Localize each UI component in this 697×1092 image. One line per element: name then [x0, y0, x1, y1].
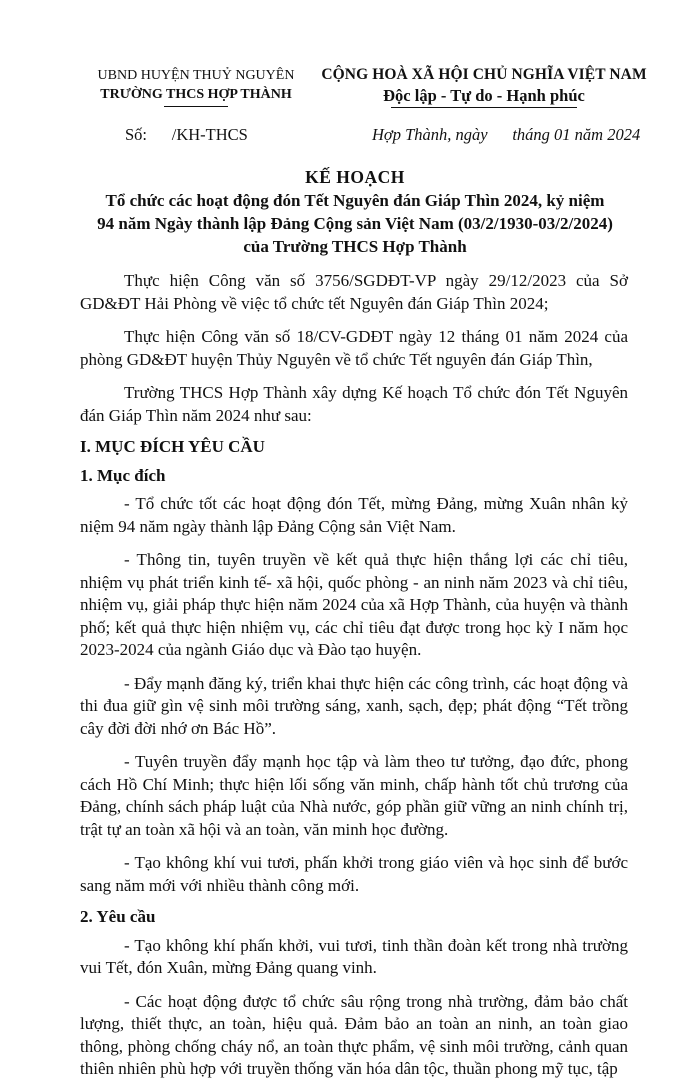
- nation-name: CỘNG HOÀ XÃ HỘI CHỦ NGHĨA VIỆT NAM: [321, 66, 647, 83]
- intro-paragraph-2: Thực hiện Công văn số 18/CV-GDĐT ngày 12 tháng 01 năm 2024 của phòng GD&ĐT huyện Thủy Nguyên về tổ chức Tết nguyên đán Giáp Thìn,: [80, 327, 628, 369]
- title-line-2: Tổ chức các hoạt động đón Tết Nguyên đán Giáp Thìn 2024, kỷ niệm: [105, 191, 605, 210]
- purpose-item-4: - Tuyên truyền đẩy mạnh học tập và làm theo tư tưởng, đạo đức, phong cách Hồ Chí Minh; thực hiện lối sống văn minh, chấp hành tốt chủ trương của Đảng, chính sách pháp luật của Nhà nước, góp phần giữ vững an ninh chính trị, trật tự an toàn xã hội và an toàn, văn minh học đường.: [80, 752, 628, 839]
- intro-paragraph-1: Thực hiện Công văn số 3756/SGDĐT-VP ngày 29/12/2023 của Sở GD&ĐT Hải Phòng về việc tổ chức tết Nguyên đán Giáp Thìn 2024;: [80, 271, 628, 313]
- document-title: [90, 166, 620, 258]
- subsection-heading-requirements: 2. Yêu cầu: [80, 907, 156, 926]
- document-body: [80, 270, 628, 1092]
- school-name: TRƯỜNG THCS HỢP THÀNH: [100, 87, 292, 102]
- national-header-block: [306, 64, 662, 108]
- agency-name: UBND HUYỆN THUỶ NGUYÊN: [97, 68, 295, 83]
- document-number: Số: /KH-THCS: [125, 125, 248, 144]
- requirement-item-1: - Tạo không khí phấn khởi, vui tươi, tinh thần đoàn kết trong nhà trường vui Tết, đón Xuân, mừng Đảng quang vinh.: [80, 935, 628, 977]
- motto-underline: [391, 107, 577, 108]
- document-date: Hợp Thành, ngày tháng 01 năm 2024: [372, 125, 641, 144]
- title-heading: KẾ HOẠCH: [305, 167, 405, 187]
- issuing-agency-block: [78, 66, 314, 107]
- subsection-heading-purpose: 1. Mục đích: [80, 465, 166, 485]
- title-line-3: 94 năm Ngày thành lập Đảng Cộng sản Việt Nam (03/2/1930-03/2/2024): [97, 214, 613, 233]
- purpose-item-2: - Thông tin, tuyên truyền về kết quả thực hiện thắng lợi các chỉ tiêu, nhiệm vụ phát triển kinh tế- xã hội, quốc phòng - an ninh năm 2023 và chỉ tiêu, nhiệm vụ, giải pháp thực hiện năm 2024 của xã Hợp Thành, của huyện và thành phố; kết quả thực hiện nhiệm vụ, các chỉ tiêu đạt được trong học kỳ I năm học 2023-2024 của ngành Giáo dục và Đào tạo huyện.: [80, 550, 628, 659]
- purpose-item-5: - Tạo không khí vui tươi, phấn khởi trong giáo viên và học sinh để bước sang năm mới với nhiều thành công mới.: [80, 853, 628, 895]
- requirement-item-2: - Các hoạt động được tổ chức sâu rộng trong nhà trường, đảm bảo chất lượng, thiết thực, an toàn, hiệu quả. Đảm bảo an toàn an ninh, an toàn giao thông, phòng chống cháy nổ, an toàn thực phẩm, vệ sinh môi trường, cảnh quan thiên nhiên phù hợp với truyền thống văn hóa dân tộc, thuần phong mỹ tục, tập: [80, 991, 628, 1078]
- title-line-4: của Trường THCS Hợp Thành: [243, 237, 467, 256]
- purpose-item-1: - Tổ chức tốt các hoạt động đón Tết, mừng Đảng, mừng Xuân nhân kỷ niệm 94 năm ngày thành lập Đảng Cộng sản Việt Nam.: [80, 494, 628, 536]
- purpose-item-3: - Đẩy mạnh đăng ký, triển khai thực hiện các công trình, các hoạt động và thi đua giữ gìn vệ sinh môi trường sáng, xanh, sạch, đẹp; phát động “Tết trồng cây đời đời nhớ ơn Bác Hồ”.: [80, 673, 628, 738]
- agency-underline: [164, 106, 228, 107]
- intro-paragraph-3: Trường THCS Hợp Thành xây dựng Kế hoạch Tổ chức đón Tết Nguyên đán Giáp Thìn năm 2024 như sau:: [80, 383, 628, 425]
- section-heading: I. MỤC ĐÍCH YÊU CẦU: [80, 437, 265, 456]
- national-motto: Độc lập - Tự do - Hạnh phúc: [383, 86, 585, 105]
